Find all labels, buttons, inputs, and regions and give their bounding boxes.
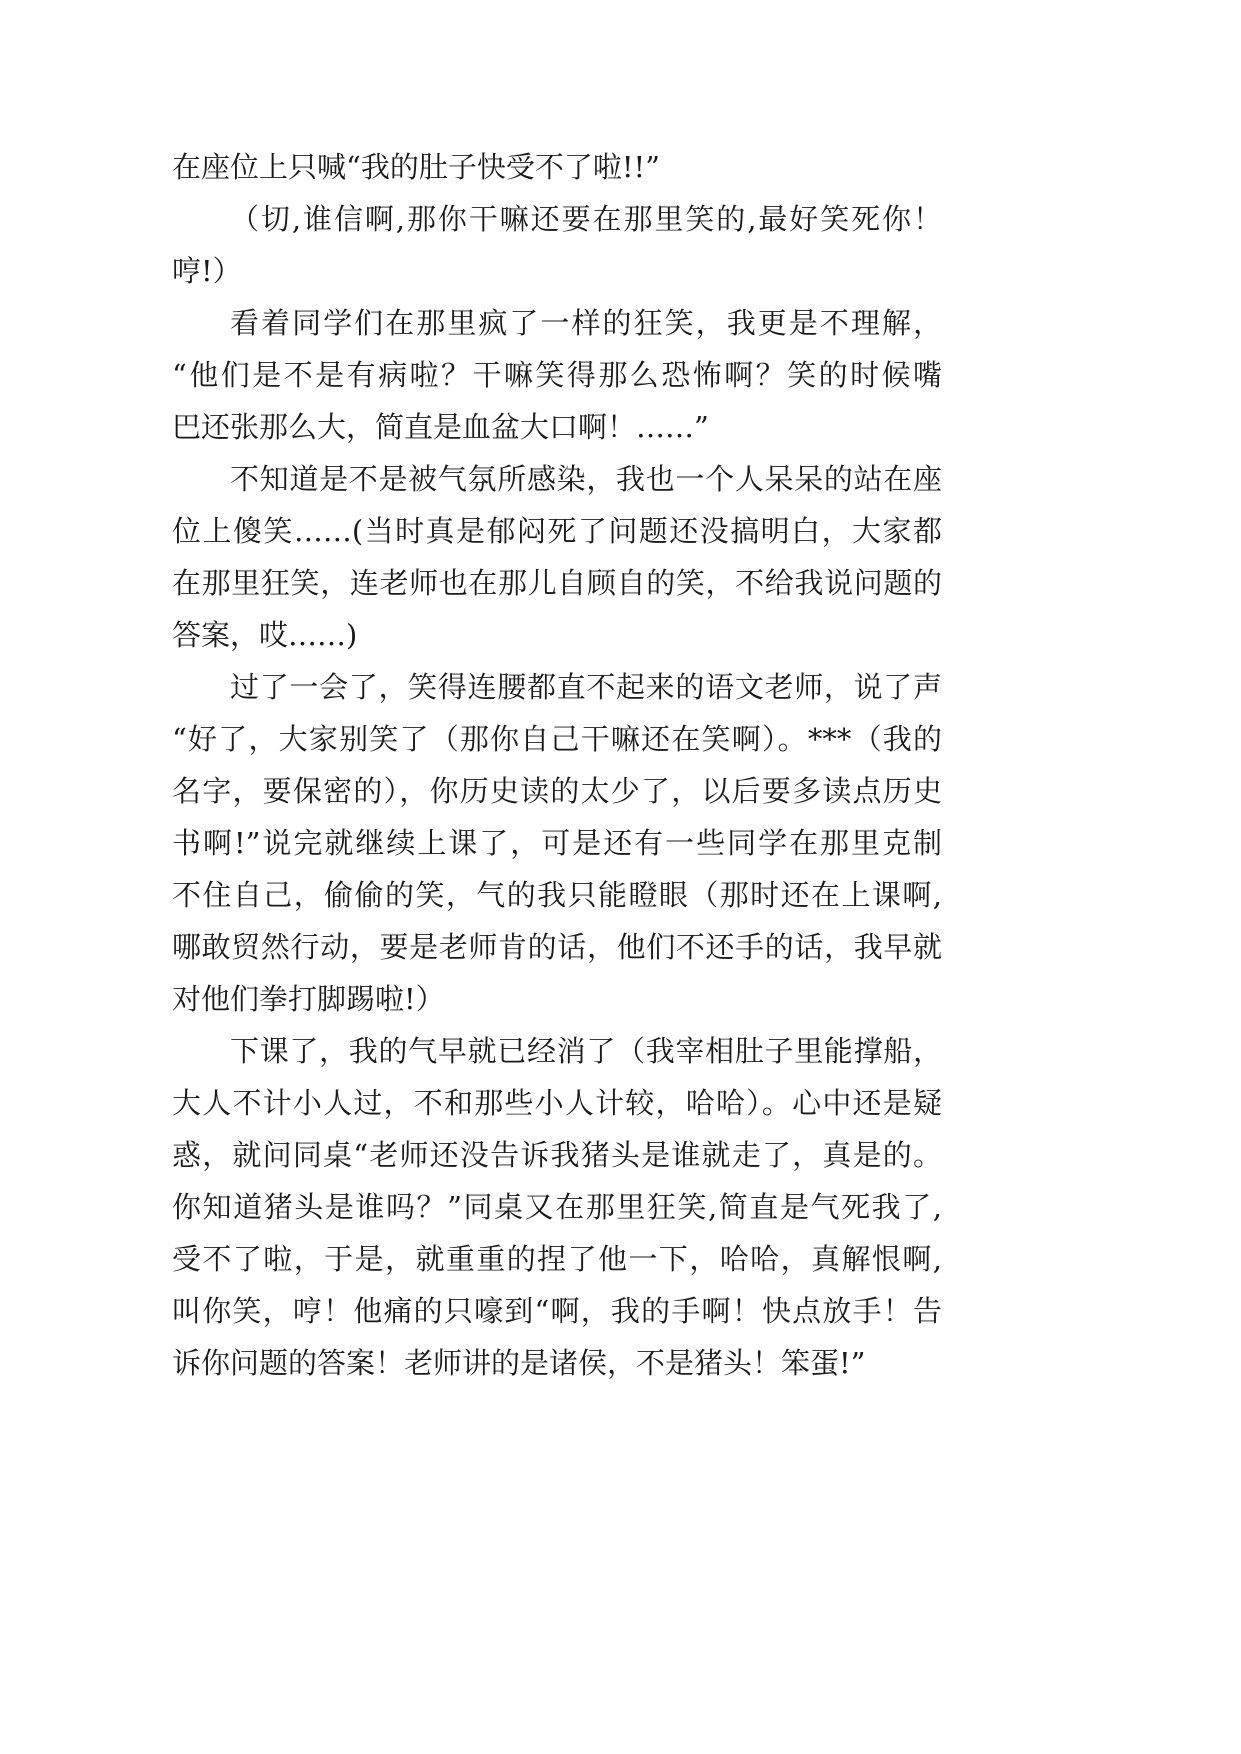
text-line: 名字，要保密的），你历史读的太少了，以后要多读点历史 [172, 774, 942, 808]
text-line: 书啊!”说完就继续上课了，可是还有一些同学在那里克制 [172, 826, 942, 860]
paragraph [172, 141, 942, 193]
text-line: “他们是不是有病啦？干嘛笑得那么恐怖啊？笑的时候嘴 [172, 358, 942, 392]
text-line: 哼!） [172, 254, 242, 288]
text-line: 看着同学们在那里疯了一样的狂笑，我更是不理解， [230, 306, 942, 340]
text-line: （切,谁信啊,那你干嘛还要在那里笑的,最好笑死你！ [230, 202, 942, 236]
text-line: 过了一会了，笑得连腰都直不起来的语文老师，说了声 [230, 670, 942, 704]
text-line: 你知道猪头是谁吗？”同桌又在那里狂笑,简直是气死我了, [172, 1190, 942, 1224]
text-line: 答案，哎……) [172, 618, 358, 652]
body-text [172, 141, 942, 1389]
text-line: “好了，大家别笑了（那你自己干嘛还在笑啊）。***（我的 [172, 722, 942, 756]
paragraph [172, 297, 942, 453]
text-line: 叫你笑，哼！他痛的只嚎到“啊，我的手啊！快点放手！告 [172, 1294, 942, 1328]
text-line: 惑，就问同桌“老师还没告诉我猪头是谁就走了，真是的。 [172, 1138, 942, 1172]
text-line: 巴还张那么大，简直是血盆大口啊！……” [172, 410, 709, 444]
text-line: 在座位上只喊“我的肚子快受不了啦!!” [172, 150, 660, 184]
text-line: 位上傻笑……(当时真是郁闷死了问题还没搞明白，大家都 [172, 514, 942, 548]
paragraph [172, 453, 942, 661]
text-line: 哪敢贸然行动，要是老师肯的话，他们不还手的话，我早就 [172, 930, 942, 964]
text-line: 不住自己，偷偷的笑，气的我只能瞪眼（那时还在上课啊, [172, 878, 942, 912]
text-line: 受不了啦，于是，就重重的捏了他一下，哈哈，真解恨啊, [172, 1242, 942, 1276]
text-line: 对他们拳打脚踢啦!） [172, 982, 445, 1016]
paragraph [172, 661, 942, 1025]
paragraph [172, 1025, 942, 1389]
text-line: 诉你问题的答案！老师讲的是诸侯，不是猪头！笨蛋!” [172, 1346, 866, 1380]
text-line: 不知道是不是被气氛所感染，我也一个人呆呆的站在座 [230, 462, 942, 496]
text-line: 下课了，我的气早就已经消了（我宰相肚子里能撑船， [230, 1034, 942, 1068]
text-line: 大人不计小人过，不和那些小人计较，哈哈）。心中还是疑 [172, 1086, 942, 1120]
text-line: 在那里狂笑，连老师也在那儿自顾自的笑，不给我说问题的 [172, 566, 942, 600]
paragraph [172, 193, 942, 297]
